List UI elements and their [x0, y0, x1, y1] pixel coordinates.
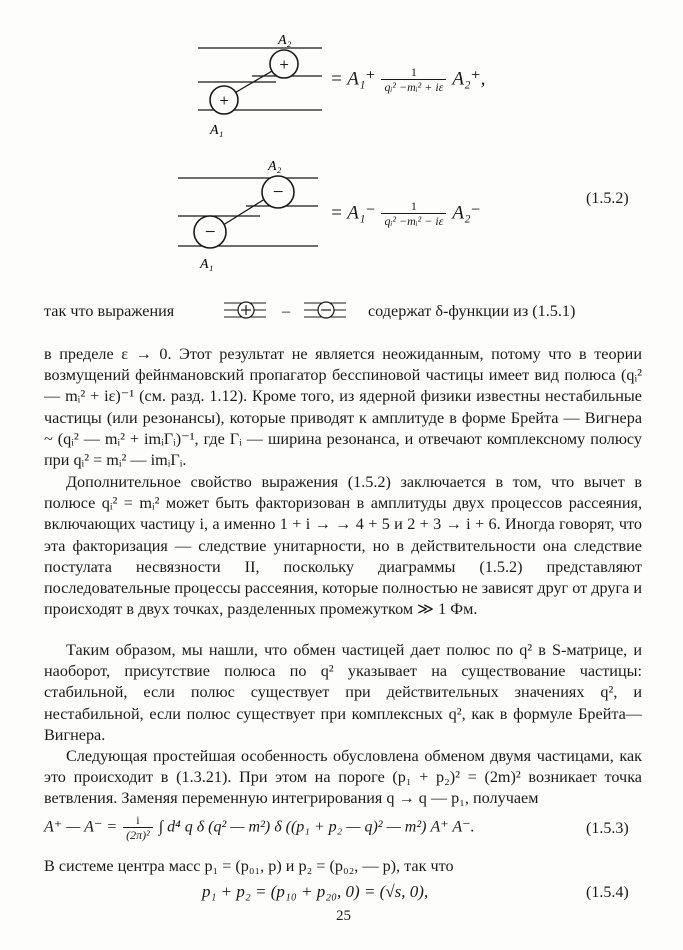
paragraph-1: в пределе ε → 0. Этот результат не является неожиданным, потому что в теории возмущений фейнмановский пропагатор бесспиновой частицы имеет вид полюса (qᵢ² — mᵢ² + iε)⁻¹ (см. разд. 1.12). Кроме того, из ядерной физики известны нестабильные частицы (или резонансы), которые приводят к амплитуде в форме Брейта — Вигнера ~ (qᵢ² — mᵢ² + imᵢΓᵢ)⁻¹, где Γᵢ — ширина резонанса, и отвечают комплексному полюсу при qᵢ² = mᵢ² — imᵢΓᵢ. [44, 345, 642, 470]
equation-number-152: (1.5.2) [586, 190, 629, 207]
sign-bottom: + [218, 91, 230, 110]
eq153-numerator: i [136, 813, 140, 827]
equation-plus-lhs: = A₁⁺ [330, 68, 376, 90]
page-number: 25 [336, 908, 351, 924]
eq153-lhs: A⁺ — A⁻ = [44, 818, 118, 836]
fraction [381, 66, 446, 94]
equation-number-153: (1.5.3) [586, 820, 629, 837]
sign-top: − [271, 182, 285, 203]
inline-minus: – [282, 302, 291, 320]
label-a2: A₂ [278, 33, 292, 48]
equation-number-154: (1.5.4) [586, 884, 629, 901]
feynman-diagram-minus [176, 156, 326, 272]
label-a1: A₁ [200, 257, 214, 272]
equation-153 [44, 814, 475, 842]
fraction [381, 200, 446, 228]
fraction-denominator: qᵢ² −mᵢ² + iε [381, 79, 446, 94]
eq153-denominator: (2π)² [123, 827, 153, 842]
sign-bottom: − [203, 222, 217, 243]
inline-text-before: так что выражения [44, 302, 175, 320]
paragraph-2: Дополнительное свойство выражения (1.5.2) заключается в том, что вычет в полюсе qᵢ² = mᵢ² может быть факторизован в амплитуды двух процессов рассеяния, включающих частицу i, а именно 1 + i → → 4 + 5 и 2 + 3 → i + 6. Иногда говорят, что эта факторизация — следствие унитарности, но в действительности она следствие постулата несвязности II, поскольку диаграммы (1.5.2) представляют последовательные процессы рассеяния, которые полностью не зависят друг от друга и происходят в двух точках, разделенных промежутком ≫ 1 Фм. [44, 473, 642, 619]
eq153-rhs: ∫ d⁴ q δ (q² — m²) δ ((p₁ + p₂ — q)² — m²) A⁺ A⁻. [158, 818, 475, 836]
equation-plus [330, 66, 485, 94]
mini-diagram-minus [304, 297, 346, 323]
label-a1: A₁ [210, 123, 224, 138]
paragraph-4: Следующая простейшая особенность обусловлена обменом двумя частицами, как это происходит в (1.3.21). При этом на пороге (p₁ + p₂)² = (2m)² возникает точка ветвления. Заменяя переменную интегрирования q → q — p₁, получаем [44, 747, 642, 808]
fraction-denominator: qᵢ² −mᵢ² − iε [381, 213, 446, 228]
inline-text-after: содержат δ-функции из (1.5.1) [368, 302, 576, 320]
label-a2: A₂ [268, 159, 282, 174]
cm-sentence: В системе центра масс p₁ = (p₀₁, p) и p₂ = (p₀₂, — p), так что [44, 857, 454, 875]
equation-154: p₁ + p₂ = (p₁₀ + p₂₀, 0) = (√s, 0), [202, 882, 429, 901]
fraction-numerator: 1 [410, 199, 417, 213]
fraction-numerator: 1 [410, 65, 417, 79]
equation-minus-lhs: = A₁⁻ [330, 202, 376, 224]
equation-minus [330, 200, 481, 228]
mini-diagram-plus [224, 297, 266, 323]
equation-minus-tail: A₂⁻ [452, 202, 481, 224]
feynman-diagram-plus [196, 30, 328, 142]
paragraph-3: Таким образом, мы нашли, что обмен частицей дает полюс по q² в S-матрице, и наоборот, присутствие полюса по q² указывает на существование частицы: стабильной, если полюс существует при действительных значениях q², и нестабильной, если полюс существует при комплексных q², как в формуле Брейта—Вигнера. [44, 641, 642, 744]
equation-plus-tail: A₂⁺, [452, 68, 486, 90]
sign-top: + [278, 55, 290, 74]
eq153-fraction [123, 814, 153, 842]
